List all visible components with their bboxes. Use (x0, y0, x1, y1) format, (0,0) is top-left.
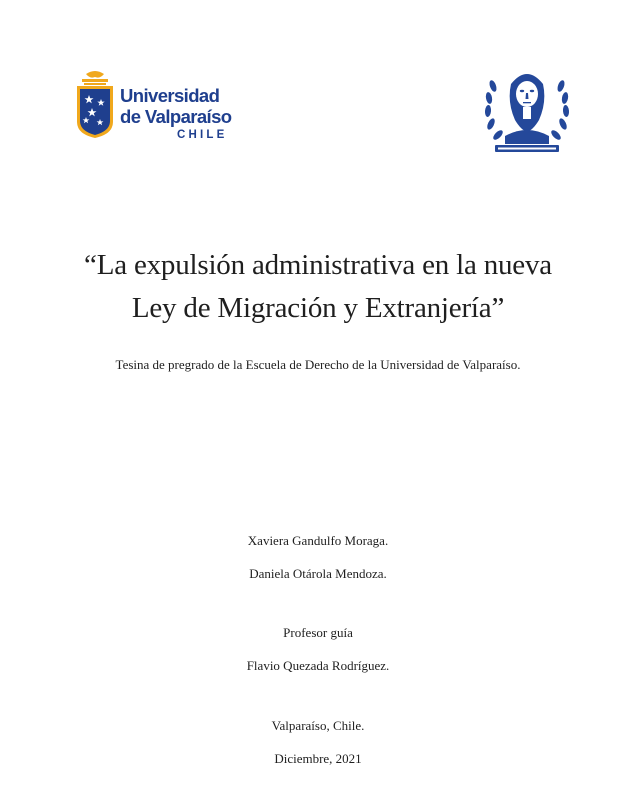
author-name: Xaviera Gandulfo Moraga. (247, 533, 389, 548)
author-name: Daniela Otárola Mendoza. (249, 566, 387, 581)
place: Valparaíso, Chile. (271, 718, 365, 733)
thesis-title (0, 244, 636, 330)
thesis-subtitle: Tesina de pregrado de la Escuela de Derecho de la Universidad de Valparaíso. (115, 357, 521, 372)
advisor-name: Flavio Quezada Rodríguez. (246, 658, 390, 673)
thesis-title-line-2: Ley de Migración y Extranjería” (131, 292, 505, 324)
logo-text-de-valparaiso: de Valparaíso (120, 106, 232, 127)
logo-text-chile: CHILE (177, 129, 228, 141)
laurel-portrait-seal-icon (481, 64, 573, 156)
shield-stars-icon (76, 70, 114, 140)
university-logo (76, 70, 236, 140)
advisor-label: Profesor guía (283, 625, 353, 640)
thesis-title-line-1: “La expulsión administrativa en la nueva (84, 249, 552, 281)
date: Diciembre, 2021 (274, 751, 362, 766)
logo-text-universidad: Universidad (120, 85, 220, 106)
